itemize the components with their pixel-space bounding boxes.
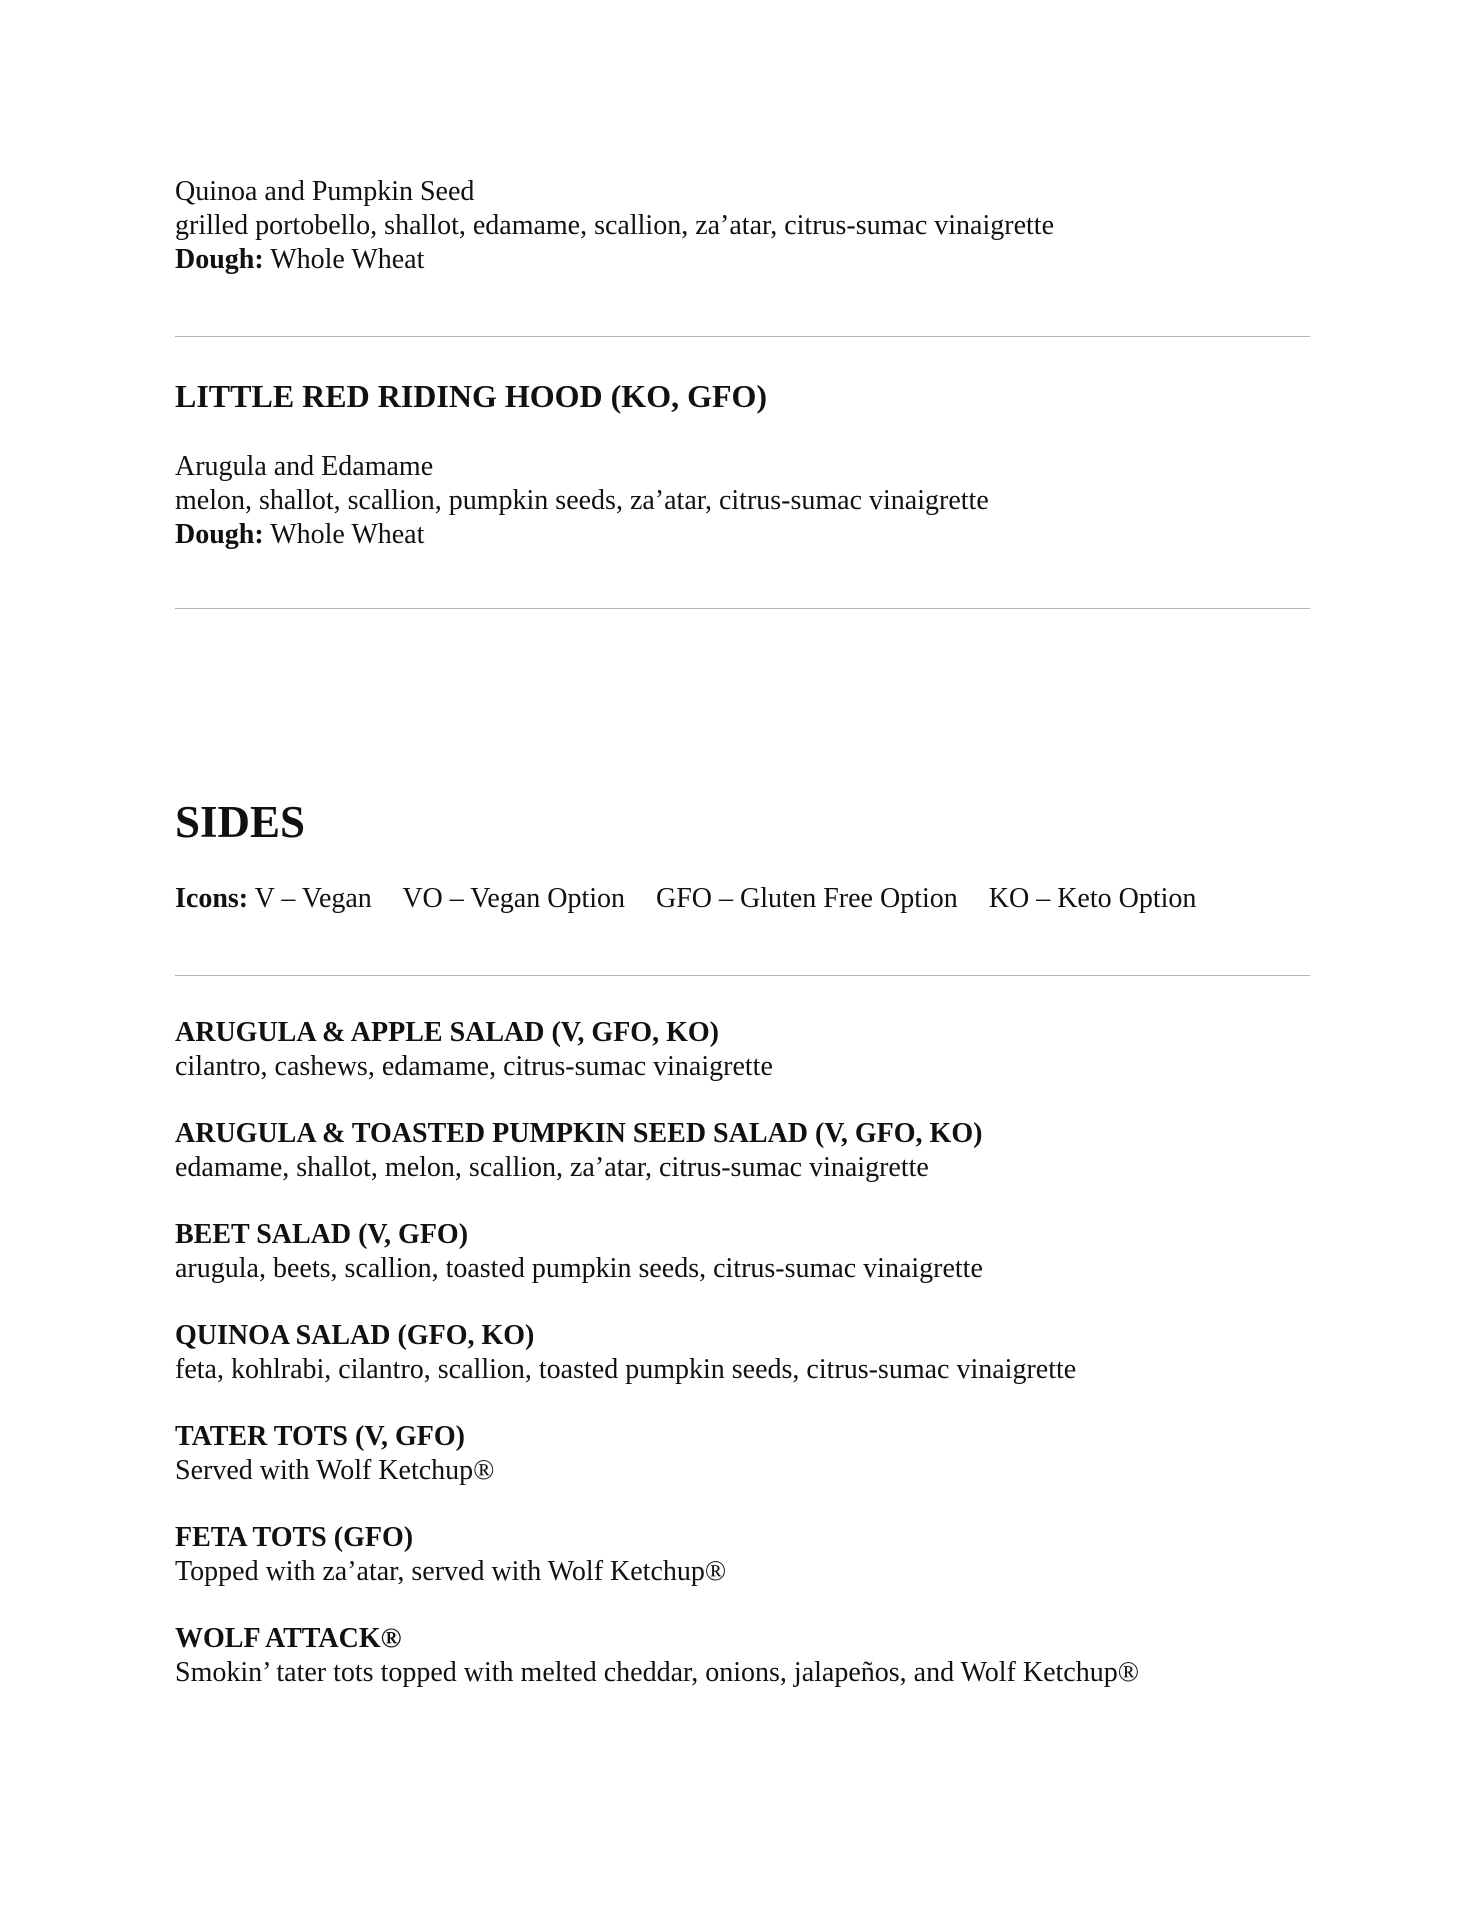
section-title: SIDES [175,797,306,847]
side-item [175,1117,1310,1185]
dough-label: Dough: [175,519,264,550]
side-item-title: BEET SALAD (V, GFO) [175,1219,469,1250]
dough-value: Whole Wheat [263,244,425,275]
sides-section-header [175,795,1310,849]
dough-value: Whole Wheat [263,519,425,550]
divider [175,608,1310,609]
item-dough [175,518,1310,552]
icon-legend-vo: VO – Vegan Option [402,883,625,914]
side-item-description: feta, kohlrabi, cilantro, scallion, toasted pumpkin seeds, citrus-sumac vinaigrette [175,1354,1077,1385]
item-ingredients: melon, shallot, scallion, pumpkin seeds, za’atar, citrus-sumac vinaigrette [175,485,989,516]
side-item-title: QUINOA SALAD (GFO, KO) [175,1320,535,1351]
side-item-description: cilantro, cashews, edamame, citrus-sumac vinaigrette [175,1051,773,1082]
divider [175,336,1310,337]
item-main-ingredient: Quinoa and Pumpkin Seed [175,176,475,207]
menu-item-little-red-riding-hood [175,376,1310,416]
side-item-title: FETA TOTS (GFO) [175,1522,414,1553]
side-item-title: WOLF ATTACK® [175,1623,402,1654]
side-item [175,1016,1310,1084]
icons-label: Icons: [175,883,249,914]
side-item-description: Smokin’ tater tots topped with melted cheddar, onions, jalapeños, and Wolf Ketchup® [175,1657,1139,1688]
side-item [175,1420,1310,1488]
side-item [175,1218,1310,1286]
icon-legend-ko: KO – Keto Option [988,883,1197,914]
icon-legend-v: V – Vegan [254,883,372,914]
menu-page [175,0,1310,1920]
divider [175,975,1310,976]
side-item-description: Topped with za’atar, served with Wolf Ketchup® [175,1556,727,1587]
side-item-description: Served with Wolf Ketchup® [175,1455,495,1486]
menu-item-little-red-details [175,450,1310,552]
item-main-ingredient: Arugula and Edamame [175,451,434,482]
item-dough [175,243,1310,277]
side-item [175,1622,1310,1690]
item-ingredients: grilled portobello, shallot, edamame, scallion, za’atar, citrus-sumac vinaigrette [175,210,1055,241]
item-title: LITTLE RED RIDING HOOD (KO, GFO) [175,378,768,414]
side-item [175,1521,1310,1589]
side-item-title: TATER TOTS (V, GFO) [175,1421,465,1452]
menu-item-quinoa [175,175,1310,277]
side-item-description: edamame, shallot, melon, scallion, za’atar, citrus-sumac vinaigrette [175,1152,929,1183]
side-item-title: ARUGULA & TOASTED PUMPKIN SEED SALAD (V, GFO, KO) [175,1118,983,1149]
icons-legend [175,882,1310,916]
side-item-description: arugula, beets, scallion, toasted pumpkin seeds, citrus-sumac vinaigrette [175,1253,983,1284]
side-item [175,1319,1310,1387]
dough-label: Dough: [175,244,264,275]
side-item-title: ARUGULA & APPLE SALAD (V, GFO, KO) [175,1017,719,1048]
icon-legend-gfo: GFO – Gluten Free Option [656,883,958,914]
